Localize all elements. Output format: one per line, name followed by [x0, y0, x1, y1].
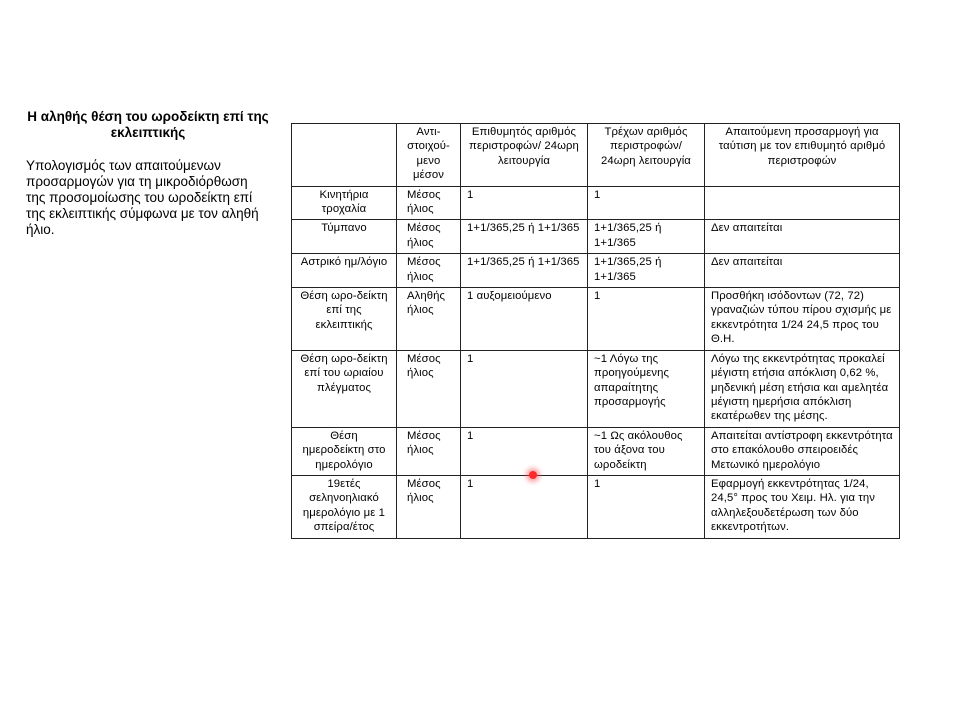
cell-current: 1+1/365,25 ή 1+1/365 [588, 254, 705, 288]
header-cell-current-rotations: Τρέχων αριθμός περιστροφών/ 24ωρη λειτουργία [588, 124, 705, 187]
cell-current: ~1 Ως ακόλουθος του άξονα του ωροδείκτη [588, 427, 705, 475]
cell-component: Αστρικό ημ/λόγιο [292, 254, 397, 288]
cell-current: 1 [588, 475, 705, 538]
table-row [292, 475, 900, 538]
cell-adjustment: Δεν απαιτείται [705, 220, 900, 254]
cell-current: ~1 Λόγω της προηγούμενης απαραίτητης προσαρμογής [588, 350, 705, 427]
cell-desired: 1 [461, 427, 588, 475]
cell-sun-type: Μέσος ήλιος [397, 254, 461, 288]
cell-adjustment: Λόγω της εκκεντρότητας προκαλεί μέγιστη ετήσια απόκλιση 0,62 %, μηδενική μέση ετήσια και αμελητέα μέγιστη ημερήσια απόκλιση εκατέρωθεν της μέσης. [705, 350, 900, 427]
slide-title: Η αληθής θέση του ωροδείκτη επί της εκλειπτικής [27, 109, 269, 140]
table-header-row [292, 124, 900, 187]
cell-adjustment: Εφαρμογή εκκεντρότητας 1/24, 24,5° προς του Χειμ. Ηλ. για την αλληλεξουδετέρωση των δύο εκκεντροτήτων. [705, 475, 900, 538]
cell-adjustment: Προσθήκη ισόδοντων (72, 72) γραναζιών τύπου πίρου σχισμής με εκκεντρότητα 1/24 24,5 προς του Θ.Η. [705, 288, 900, 351]
cell-adjustment: Δεν απαιτείται [705, 254, 900, 288]
cell-sun-type: Μέσος ήλιος [397, 220, 461, 254]
cell-sun-type: Μέσος ήλιος [397, 475, 461, 538]
cell-sun-type: Αληθής ήλιος [397, 288, 461, 351]
slide-description: Υπολογισμός των απαιτούμενων προσαρμογών για τη μικροδιόρθωση της προσομοίωσης του ωροδείκτη επί της εκλειπτικής σύμφωνα με τον αληθή ήλιο. [26, 158, 259, 237]
cell-component: Κινητήρια τροχαλία [292, 186, 397, 220]
cell-current: 1 [588, 186, 705, 220]
table-row [292, 186, 900, 220]
cell-component: Τύμπανο [292, 220, 397, 254]
cell-desired: 1+1/365,25 ή 1+1/365 [461, 220, 588, 254]
cell-sun-type: Μέσος ήλιος [397, 427, 461, 475]
table-row [292, 254, 900, 288]
cell-component: 19ετές σεληνοηλιακό ημερολόγιο με 1 σπείρα/έτος [292, 475, 397, 538]
cell-component: Θέση ωρο-δείκτη επί της εκλειπτικής [292, 288, 397, 351]
cell-desired: 1 [461, 475, 588, 538]
cell-desired: 1 αυξομειούμενο [461, 288, 588, 351]
table-row [292, 350, 900, 427]
table-row [292, 220, 900, 254]
cell-adjustment [705, 186, 900, 220]
table-row [292, 288, 900, 351]
cell-desired: 1 [461, 350, 588, 427]
cell-component: Θέση ημεροδείκτη στο ημερολόγιο [292, 427, 397, 475]
cell-current: 1+1/365,25 ή 1+1/365 [588, 220, 705, 254]
header-cell-mean: Αντι-στοιχού-μενο μέσον [397, 124, 461, 187]
header-cell-item [292, 124, 397, 187]
cell-sun-type: Μέσος ήλιος [397, 350, 461, 427]
header-cell-desired-rotations: Επιθυμητός αριθμός περιστροφών/ 24ωρη λειτουργία [461, 124, 588, 187]
cell-component: Θέση ωρο-δείκτη επί του ωριαίου πλέγματος [292, 350, 397, 427]
cell-sun-type: Μέσος ήλιος [397, 186, 461, 220]
cell-desired: 1 [461, 186, 588, 220]
cell-current: 1 [588, 288, 705, 351]
cell-desired: 1+1/365,25 ή 1+1/365 [461, 254, 588, 288]
cell-adjustment: Απαιτείται αντίστροφη εκκεντρότητα στο επακόλουθο σπειροειδές Μετωνικό ημερολόγιο [705, 427, 900, 475]
header-cell-required-adjustment: Απαιτούμενη προσαρμογή για ταύτιση με τον επιθυμητό αριθμό περιστροφών [705, 124, 900, 187]
laser-pointer-dot [529, 471, 537, 479]
table-row [292, 427, 900, 475]
adjustments-table [291, 123, 900, 539]
